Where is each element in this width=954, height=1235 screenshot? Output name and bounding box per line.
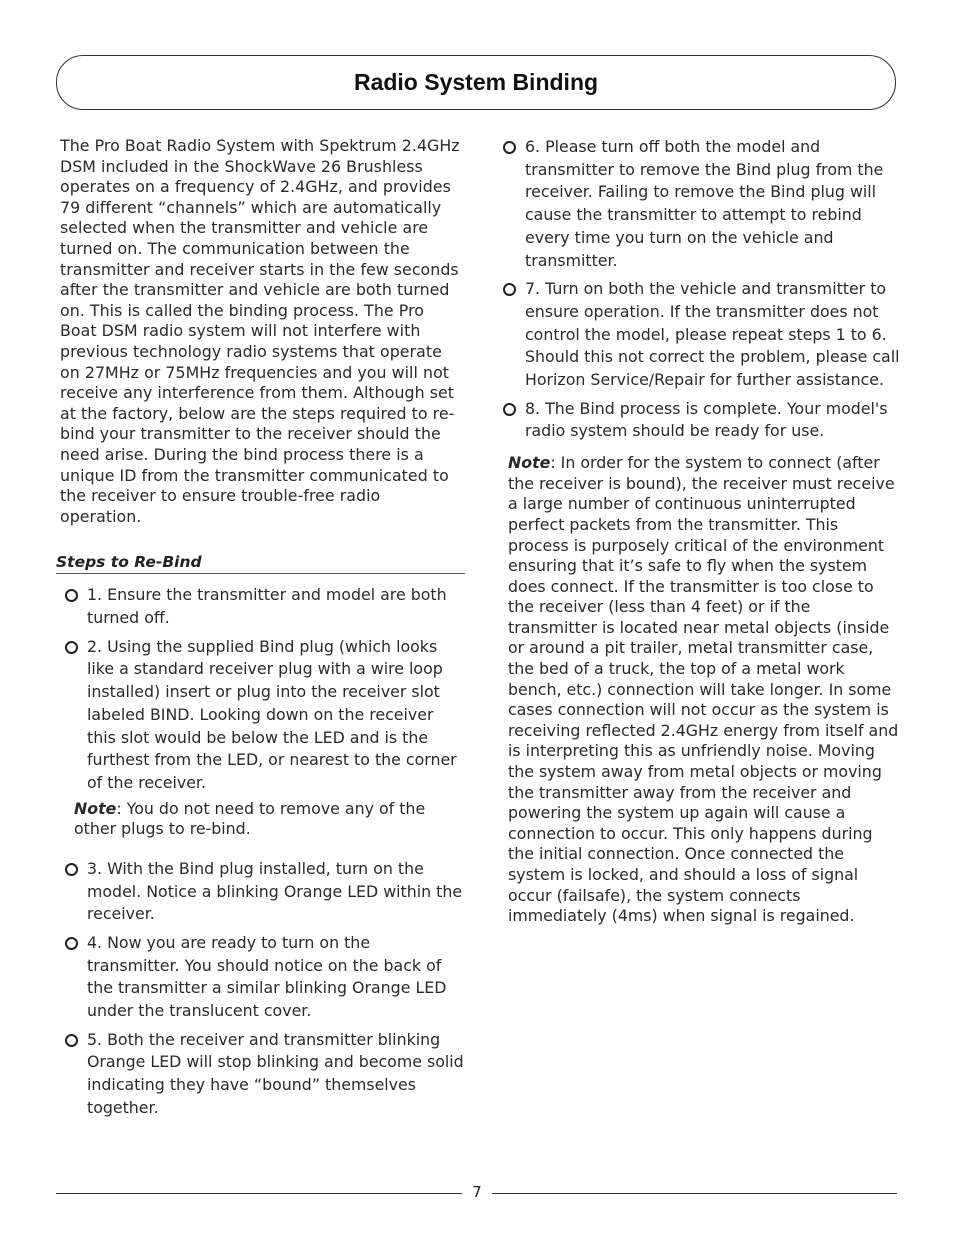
page-title: Radio System Binding bbox=[353, 69, 599, 95]
checkbox-circle-icon bbox=[503, 403, 516, 416]
intro-paragraph: The Pro Boat Radio System with Spektrum 2.4GHz DSM included in the ShockWave 26 Brushless operates on a frequency of 2.4GHz, and provides 79 different “channels” which are automatically selected when the transmitter and vehicle are turned on. The communication between the transmitter and receiver starts in the few seconds after the transmitter and vehicle are both turned on. This is called the binding process. The Pro Boat DSM radio system will not interfere with previous technology radio systems that operate on 27MHz or 75MHz frequencies and you will not receive any interference from them. Although set at the factory, below are the steps required to re-bind your transmitter to the receiver should the need arise. During the bind process there is a unique ID from the transmitter communicated to the receiver to ensure trouble-free radio operation. bbox=[60, 136, 460, 526]
checkbox-circle-icon bbox=[65, 589, 78, 602]
note-bind-plugs bbox=[74, 799, 465, 840]
note-text: : In order for the system to connect (after the receiver is bound), the receiver must receive a large number of continuous uninterrupted perfect packets from the transmitter. This process is purposely critical of the environment ensuring that it’s safe to fly when the system does connect. If the transmitter is too close to the receiver (less than 4 feet) or if the transmitter is located near metal objects (inside or around a pit trailer, metal transmitter case, the bed of a truck, the top of a metal work bench, etc.) connection will take longer. In some cases connection will not occur as the system is receiving reflected 2.4GHz energy from itself and is interpreting this as unfriendly noise. Moving the system away from metal objects or moving the transmitter away from the receiver and powering the system up again will cause a connection to occur. This only happens during the initial connection. Once connected the system is locked, and should a loss of signal occur (failsafe), the system connects immediately (4ms) when signal is regained. bbox=[508, 453, 899, 926]
footer-rule-right bbox=[492, 1193, 897, 1194]
checkbox-circle-icon bbox=[503, 141, 516, 154]
steps-list-left bbox=[60, 584, 465, 794]
step-item-3 bbox=[60, 858, 465, 926]
step-text: 1. Ensure the transmitter and model are both turned off. bbox=[87, 585, 447, 627]
left-column bbox=[56, 136, 465, 1120]
steps-heading: Steps to Re-Bind bbox=[56, 553, 465, 574]
title-box bbox=[56, 55, 896, 110]
step-item-4 bbox=[60, 932, 465, 1023]
note-text: : You do not need to remove any of the other plugs to re-bind. bbox=[74, 798, 426, 839]
step-item-7 bbox=[498, 278, 900, 392]
page-number: 7 bbox=[472, 1183, 482, 1201]
step-text: 2. Using the supplied Bind plug (which looks like a standard receiver plug with a wire loop installed) insert or plug into the receiver slot labeled BIND. Looking down on the receiver this slot would be below the LED and is the furthest from the LED, or nearest to the corner of the receiver. bbox=[87, 636, 457, 792]
steps-list-right bbox=[498, 136, 900, 443]
step-text: 8. The Bind process is complete. Your model's radio system should be ready for use. bbox=[525, 398, 888, 441]
checkbox-circle-icon bbox=[503, 283, 516, 296]
step-item-8 bbox=[498, 398, 900, 443]
step-item-5 bbox=[60, 1029, 465, 1120]
step-text: 7. Turn on both the vehicle and transmitter to ensure operation. If the transmitter does not control the model, please repeat steps 1 to 6. Should this not correct the problem, please call Horizon Service/Repair for further assistance. bbox=[525, 279, 900, 390]
step-text: 3. With the Bind plug installed, turn on the model. Notice a blinking Orange LED within the receiver. bbox=[87, 858, 463, 924]
checkbox-circle-icon bbox=[65, 1034, 78, 1047]
step-text: 4. Now you are ready to turn on the transmitter. You should notice on the back of the transmitter a similar blinking Orange LED under the translucent cover. bbox=[87, 932, 447, 1021]
note-connection bbox=[508, 453, 900, 927]
step-text: 6. Please turn off both the model and transmitter to remove the Bind plug from the receiver. Failing to remove the Bind plug will cause the transmitter to attempt to rebind every time you turn on the vehicle and transmitter. bbox=[525, 137, 884, 270]
checkbox-circle-icon bbox=[65, 641, 78, 654]
note-label: Note bbox=[74, 798, 117, 818]
note-label: Note bbox=[508, 453, 551, 473]
checkbox-circle-icon bbox=[65, 937, 78, 950]
step-item-1 bbox=[60, 584, 465, 629]
checkbox-circle-icon bbox=[65, 863, 78, 876]
step-item-6 bbox=[498, 136, 900, 272]
step-text: 5. Both the receiver and transmitter blinking Orange LED will stop blinking and become solid indicating they have “bound” themselves together. bbox=[87, 1029, 464, 1117]
right-column bbox=[498, 136, 900, 927]
step-item-2 bbox=[60, 636, 465, 795]
steps-list-left-continued bbox=[60, 858, 465, 1120]
footer-rule-left bbox=[56, 1193, 462, 1194]
